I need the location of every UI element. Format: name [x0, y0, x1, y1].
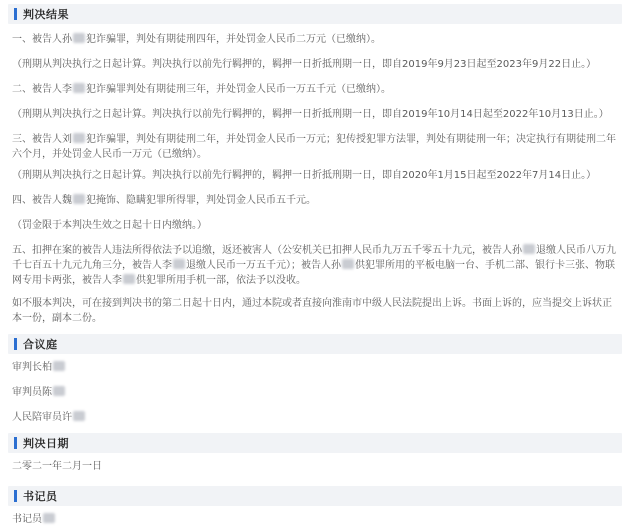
redacted-name [53, 361, 65, 371]
redacted-name [73, 33, 85, 43]
presiding-judge: 审判长柏 [8, 360, 622, 375]
verdict-item-1: 一、被告人孙 犯诈骗罪，判处有期徒刑四年，并处罚金人民币二万元（已缴纳）。 [12, 34, 381, 45]
verdict-term-3: （刑期从判决执行之日起计算。判决执行以前先行羁押的，羁押一日折抵刑期一日，即自2020年1月15日起至2022年7月14日止。） [12, 170, 597, 181]
section-header-clerk [8, 486, 622, 506]
section-header-panel [8, 334, 622, 354]
redacted-name [173, 259, 185, 269]
redacted-name [73, 411, 85, 421]
redacted-name [73, 83, 85, 93]
section-header-verdict [8, 4, 622, 24]
section-marker [14, 8, 17, 20]
people-juror: 人民陪审员许 [8, 410, 622, 425]
section-marker [14, 338, 17, 350]
appeal-notice: 如不服本判决，可在接到判决书的第二日起十日内，通过本院或者直接向淮南市中级人民法院提出上诉。书面上诉的，应当提交上诉状正本一份，副本二份。 [12, 298, 612, 324]
redacted-name [123, 274, 135, 284]
verdict-fine-note: （罚金限于本判决生效之日起十日内缴纳。） [12, 220, 207, 231]
section-title-panel: 合议庭 [23, 337, 58, 351]
verdict-item-2: 二、被告人李 犯诈骗罪判处有期徒刑三年，并处罚金人民币一万五千元（已缴纳）。 [12, 84, 391, 95]
verdict-term-2: （刑期从判决执行之日起计算。判决执行以前先行羁押的，羁押一日折抵刑期一日，即自2019年10月14日起至2022年10月13日止。） [12, 109, 609, 120]
section-title-date: 判决日期 [23, 436, 69, 450]
section-header-date [8, 433, 622, 453]
verdict-item-5: 五、扣押在案的被告人违法所得依法予以追缴，返还被害人（公安机关已扣押人民币九万五千零五十九元，被告人孙 退缴人民币八万九千七百五十九元九角三分，被告人李 退缴人民币一万五千元）；被告人孙 供犯罪所用的平板电脑一台、手机二部、银行卡三张、物联网专用卡两张，被告人李 供犯罪所用手机一部，依法予以没收。 [12, 245, 616, 286]
redacted-name [53, 386, 65, 396]
redacted-name [73, 194, 85, 204]
redacted-name [43, 513, 55, 523]
verdict-item-3: 三、被告人刘 犯诈骗罪，判处有期徒刑二年，并处罚金人民币一万元；犯传授犯罪方法罪，判处有期徒刑一年；决定执行有期徒刑二年六个月，并处罚金人民币一万元（已缴纳）。 [12, 134, 616, 160]
section-marker [14, 490, 17, 502]
section-title-verdict: 判决结果 [23, 7, 69, 21]
redacted-name [73, 133, 85, 143]
verdict-term-1: （刑期从判决执行之日起计算。判决执行以前先行羁押的，羁押一日折抵刑期一日，即自2019年9月23日起至2023年9月22日止。） [12, 59, 597, 70]
section-marker [14, 437, 17, 449]
court-clerk: 书记员 [8, 512, 622, 527]
verdict-item-4: 四、被告人魏 犯掩饰、隐瞒犯罪所得罪，判处罚金人民币五千元。 [12, 195, 316, 206]
redacted-name [342, 259, 354, 269]
judgment-date: 二零二一年二月一日 [12, 461, 102, 472]
redacted-name [523, 244, 535, 254]
judge: 审判员陈 [8, 385, 622, 400]
section-title-clerk: 书记员 [23, 489, 58, 503]
